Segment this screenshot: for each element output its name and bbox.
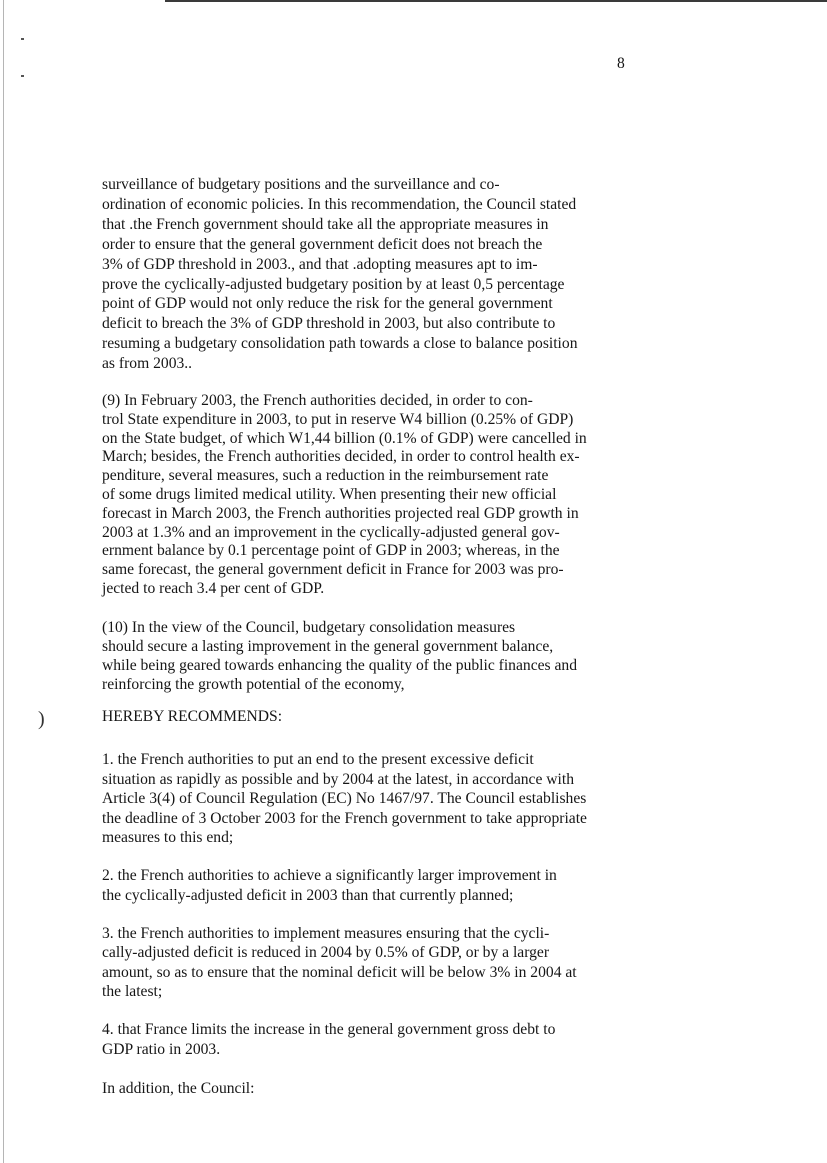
text-line: the cyclically-adjusted deficit in 2003 than that currently planned;: [102, 886, 514, 904]
recommendation-4: [102, 1020, 555, 1060]
text-line: 2. the French authorities to achieve a significantly larger improvement in: [102, 867, 557, 884]
text-line: of some drugs limited medical utility. When presenting their new official: [102, 485, 557, 503]
text-line: March; besides, the French authorities decided, in order to control health ex-: [102, 448, 580, 466]
scan-left-edge: [3, 0, 4, 1163]
paragraph-10: [102, 618, 577, 694]
text-line: resuming a budgetary consolidation path towards a close to balance position: [102, 335, 578, 353]
text-line: while being geared towards enhancing the quality of the public finances and: [102, 657, 578, 675]
scan-mark: [21, 75, 24, 77]
text-line: 4. that France limits the increase in the general government gross debt to: [102, 1021, 556, 1038]
page-number: 8: [617, 55, 625, 72]
text-line: the latest;: [102, 983, 163, 1001]
text-line: the deadline of 3 October 2003 for the French government to take appropriate: [102, 809, 587, 827]
scan-top-edge: [165, 0, 827, 2]
text-line: same forecast, the general government deficit in France for 2003 was pro-: [102, 561, 564, 579]
text-line: should secure a lasting improvement in the general government balance,: [102, 638, 554, 656]
text-line: Article 3(4) of Council Regulation (EC) No 1467/97. The Council establishes: [102, 790, 587, 807]
scan-mark: [21, 38, 24, 40]
text-line: deficit to breach the 3% of GDP threshold in 2003, but also contribute to: [102, 315, 556, 333]
text-line: on the State budget, of which W1,44 billion (0.1% of GDP) were cancelled in: [102, 429, 587, 447]
text-line: 1. the French authorities to put an end to the present excessive deficit: [102, 751, 534, 768]
text-line: penditure, several measures, such a reduction in the reimbursement rate: [102, 467, 549, 485]
text-line: point of GDP would not only reduce the risk for the general government: [102, 295, 553, 313]
text-line: measures to this end;: [102, 829, 234, 846]
text-line: prove the cyclically-adjusted budgetary position by at least 0,5 percentage: [102, 275, 565, 293]
text-line: ernment balance by 0.1 percentage point of GDP in 2003; whereas, in the: [102, 542, 560, 560]
text-line: amount, so as to ensure that the nominal deficit will be below 3% in 2004 at: [102, 963, 577, 981]
text-line: jected to reach 3.4 per cent of GDP.: [102, 579, 325, 597]
margin-mark: ): [38, 708, 45, 730]
text-line: forecast in March 2003, the French authorities projected real GDP growth in: [102, 504, 579, 522]
text-line: 3. the French authorities to implement measures ensuring that the cycli-: [102, 925, 550, 942]
text-line: that .the French government should take all the appropriate measures in: [102, 215, 549, 233]
text-line: cally-adjusted deficit is reduced in 2004 by 0.5% of GDP, or by a larger: [102, 944, 550, 962]
recommendation-2: [102, 866, 557, 905]
paragraph-surveillance: [102, 175, 578, 374]
text-line: situation as rapidly as possible and by 2004 at the latest, in accordance with: [102, 770, 575, 788]
text-line: (10) In the view of the Council, budgetary consolidation measures: [102, 619, 516, 636]
text-line: surveillance of budgetary positions and the surveillance and co-: [102, 176, 500, 193]
text-line: (9) In February 2003, the French authorities decided, in order to con-: [102, 392, 533, 409]
recommendation-3: [102, 924, 577, 1002]
text-line: GDP ratio in 2003.: [102, 1041, 221, 1058]
text-line: reinforcing the growth potential of the economy,: [102, 676, 405, 694]
text-line: 2003 at 1.3% and an improvement in the cyclically-adjusted general gov-: [102, 523, 560, 541]
text-line: order to ensure that the general government deficit does not breach the: [102, 235, 543, 253]
text-line: trol State expenditure in 2003, to put in reserve W4 billion (0.25% of GDP): [102, 410, 574, 428]
recommendation-1: [102, 750, 587, 848]
text-line: 3% of GDP threshold in 2003., and that .adopting measures apt to im-: [102, 255, 538, 273]
section-heading: HEREBY RECOMMENDS:: [102, 708, 283, 725]
text-line: ordination of economic policies. In this recommendation, the Council stated: [102, 195, 577, 213]
text-line: as from 2003..: [102, 355, 193, 373]
closing-line: In addition, the Council:: [102, 1080, 255, 1097]
paragraph-9: [102, 392, 587, 599]
